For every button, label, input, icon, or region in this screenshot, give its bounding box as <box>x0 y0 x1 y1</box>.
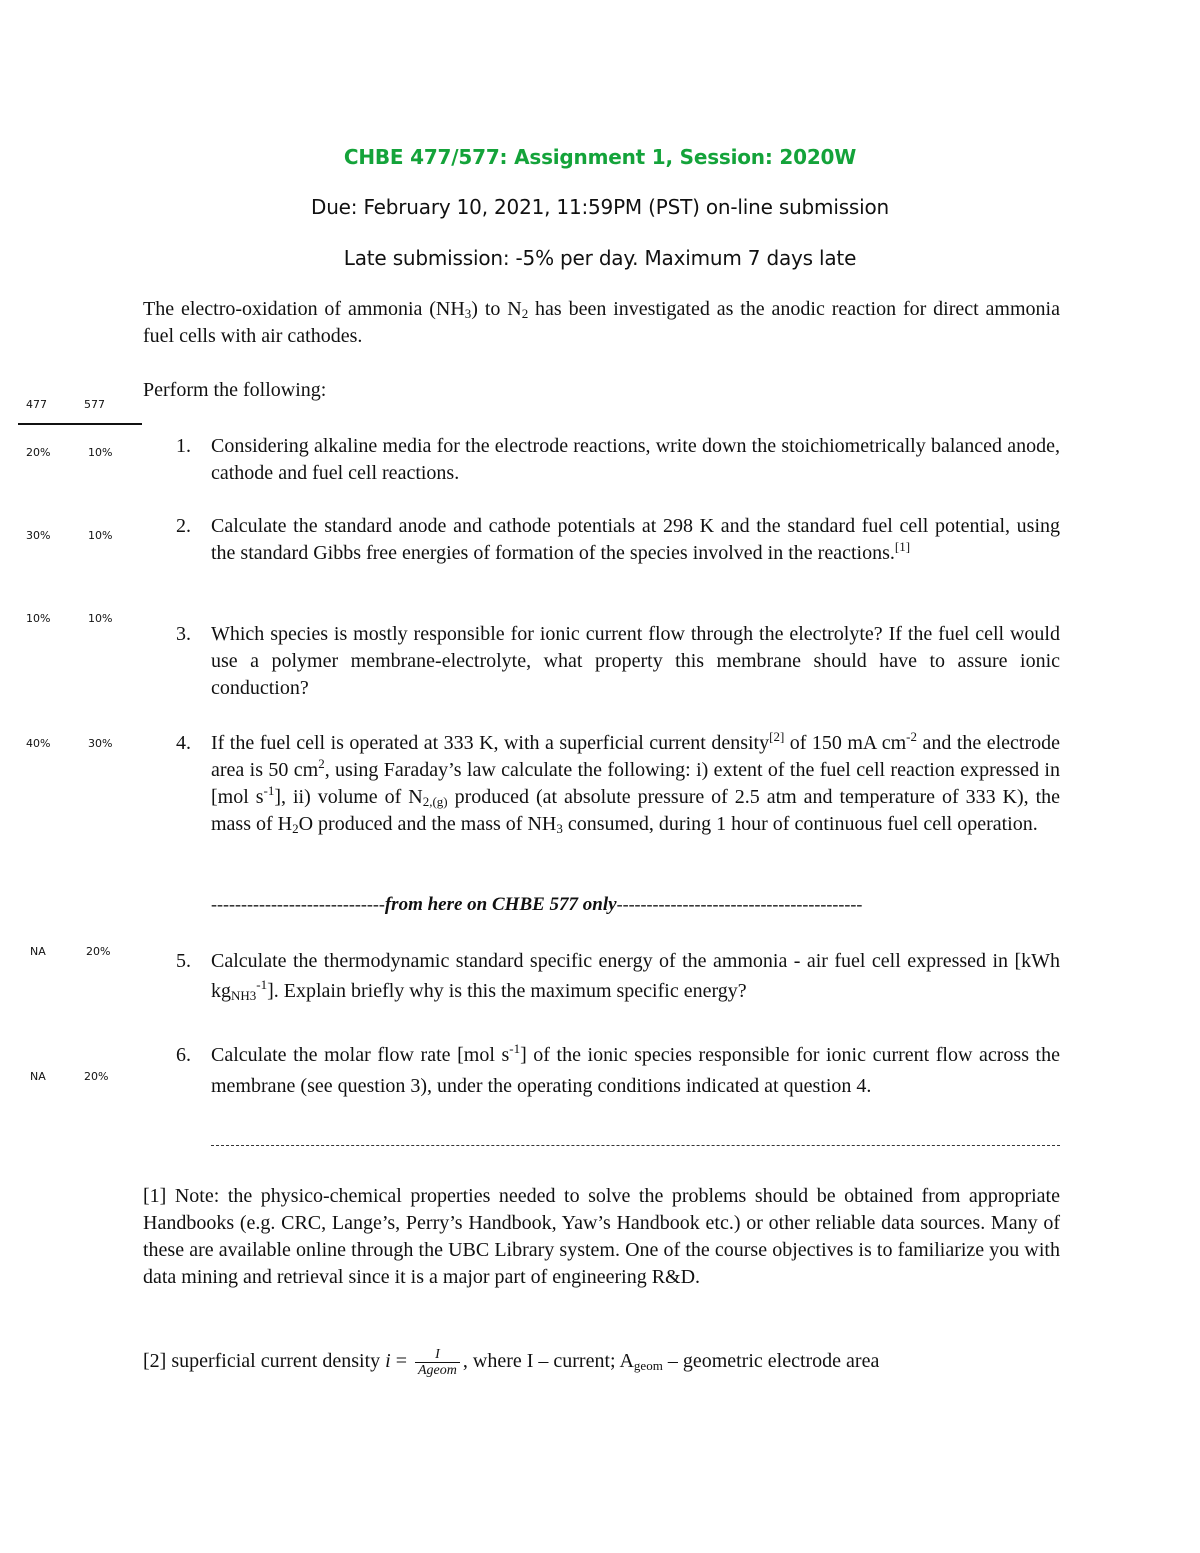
q4-text-5: ], ii) volume of N <box>274 786 423 808</box>
intro-text-2: ) to N <box>471 298 522 320</box>
separator-label: from here on CHBE 577 only <box>384 894 617 915</box>
q4-sup-1: -2 <box>906 729 917 744</box>
weight-q5-477: NA <box>30 945 46 958</box>
footnote-2-text-1: [2] superficial current density <box>143 1350 386 1373</box>
footnote-ref-1: [1] <box>894 539 911 554</box>
intro-sub-1: 3 <box>464 306 472 321</box>
fraction-numerator: I <box>415 1347 460 1363</box>
question-number: 4. <box>176 732 191 754</box>
equals-sign: = <box>390 1350 412 1373</box>
footnote-2-text-2: , where I – current; A <box>462 1350 634 1373</box>
footnote-2-sub: geom <box>633 1358 663 1374</box>
weight-q4-477: 40% <box>26 737 51 750</box>
section-separator <box>211 894 1060 916</box>
question-text: Considering alkaline media for the electrode reactions, write down the stoichiometrically balanced anode, cathode and fuel cell reactions. <box>211 435 1060 484</box>
question-text <box>211 1040 1060 1102</box>
q6-text-1: Calculate the molar flow rate [mol s <box>211 1044 510 1066</box>
weight-q3-577: 10% <box>88 612 113 625</box>
question-text-body: Calculate the standard anode and cathode potentials at 298 K and the standard fuel cell potential, using the standard Gibbs free energies of formation of the species involved in the reactions. <box>211 515 1060 564</box>
weight-q1-577: 10% <box>88 446 113 459</box>
q4-text-6: produced (at absolute pressure of 2.5 atm and temperature of 333 K), the mass of H <box>211 786 1061 835</box>
q5-text-1: Calculate the thermodynamic standard specific energy of the ammonia - air fuel cell expressed in [kWh kg <box>211 950 1060 1002</box>
question-number: 3. <box>176 623 191 645</box>
question-number: 6. <box>176 1044 191 1066</box>
question-text <box>211 946 1060 1006</box>
q4-sub-2: 2 <box>292 821 299 836</box>
footnote-1: [1] Note: the physico-chemical properties needed to solve the problems should be obtained from appropriate Handbooks (e.g. CRC, Lange’s, Perry’s Handbook, Yaw’s Handbook etc.) or other reliable data sources. Many of these are available online through the UBC Library system. One of the course objectives is to familiarize you with data mining and retrieval since it is a major part of engineering R&D. <box>143 1185 1060 1288</box>
q4-sup-2: 2 <box>318 756 325 771</box>
separator-dashes-right: ----------------------------------------- <box>616 894 863 914</box>
q4-sub-3: 3 <box>556 821 563 836</box>
footnote-ref-2: [2] <box>769 729 785 744</box>
weight-header-477: 477 <box>26 398 47 411</box>
weight-q4-577: 30% <box>88 737 113 750</box>
weight-q1-477: 20% <box>26 446 51 459</box>
q4-text-4: , using Faraday’s law calculate the following: i) extent of the fuel cell reaction expressed in [mol s <box>211 759 1060 808</box>
weight-header-577: 577 <box>84 398 105 411</box>
q4-text-8: consumed, during 1 hour of continuous fuel cell operation. <box>562 813 1038 835</box>
footnote-2 <box>143 1347 1060 1378</box>
assignment-title: CHBE 477/577: Assignment 1, Session: 2020W <box>343 145 857 169</box>
q6-sup-1: -1 <box>509 1041 521 1056</box>
intro-text-3: has been investigated as the anodic reaction for direct ammonia fuel cells with air cathodes. <box>143 298 1060 347</box>
question-number: 5. <box>176 950 191 972</box>
weight-q5-577: 20% <box>86 945 111 958</box>
q4-text-2: of 150 mA cm <box>784 732 907 754</box>
question-text <box>211 730 1060 838</box>
separator-dashes-left: ----------------------------- <box>211 894 385 914</box>
perform-heading: Perform the following: <box>143 379 327 401</box>
q4-sup-3: -1 <box>263 783 275 798</box>
q4-text-3: and the electrode area is 50 cm <box>211 732 1060 781</box>
footnote-2-text-3: – geometric electrode area <box>662 1350 880 1373</box>
late-policy: Late submission: -5% per day. Maximum 7 days late <box>343 246 857 270</box>
q6-text-2: ] of the ionic species responsible for ionic current flow across the membrane (see question 3), under the operating conditions indicated at question 4. <box>211 1044 1060 1097</box>
current-density-symbol: i <box>385 1350 391 1373</box>
question-number: 2. <box>176 515 191 537</box>
weight-q3-477: 10% <box>26 612 51 625</box>
due-date: Due: February 10, 2021, 11:59PM (PST) on-line submission <box>311 195 889 219</box>
end-divider <box>211 1145 1060 1146</box>
q5-text-2: ]. Explain briefly why is this the maximum specific energy? <box>267 980 747 1002</box>
q4-text-1: If the fuel cell is operated at 333 K, with a superficial current density <box>211 732 770 754</box>
question-text <box>211 513 1060 567</box>
question-number: 1. <box>176 435 191 457</box>
weight-q6-477: NA <box>30 1070 46 1083</box>
current-density-fraction <box>415 1347 460 1378</box>
intro-text-1: The electro-oxidation of ammonia (NH <box>143 298 465 320</box>
q4-sub-1: 2,(g) <box>422 794 448 809</box>
question-text: Which species is mostly responsible for ionic current flow through the electrolyte? If the fuel cell would use a polymer membrane-electrolyte, what property this membrane should have to assure ionic conduction? <box>211 623 1060 699</box>
q5-sup-1: -1 <box>256 977 268 992</box>
q5-sub-1: NH3 <box>231 988 257 1003</box>
weight-q2-577: 10% <box>88 529 113 542</box>
weight-q2-477: 30% <box>26 529 51 542</box>
weight-header-rule <box>18 423 142 425</box>
weight-q6-577: 20% <box>84 1070 109 1083</box>
intro-sub-2: 2 <box>521 306 529 321</box>
intro-paragraph <box>143 296 1060 350</box>
fraction-denominator: Ageom <box>417 1363 457 1378</box>
q4-text-7: O produced and the mass of NH <box>298 813 557 835</box>
